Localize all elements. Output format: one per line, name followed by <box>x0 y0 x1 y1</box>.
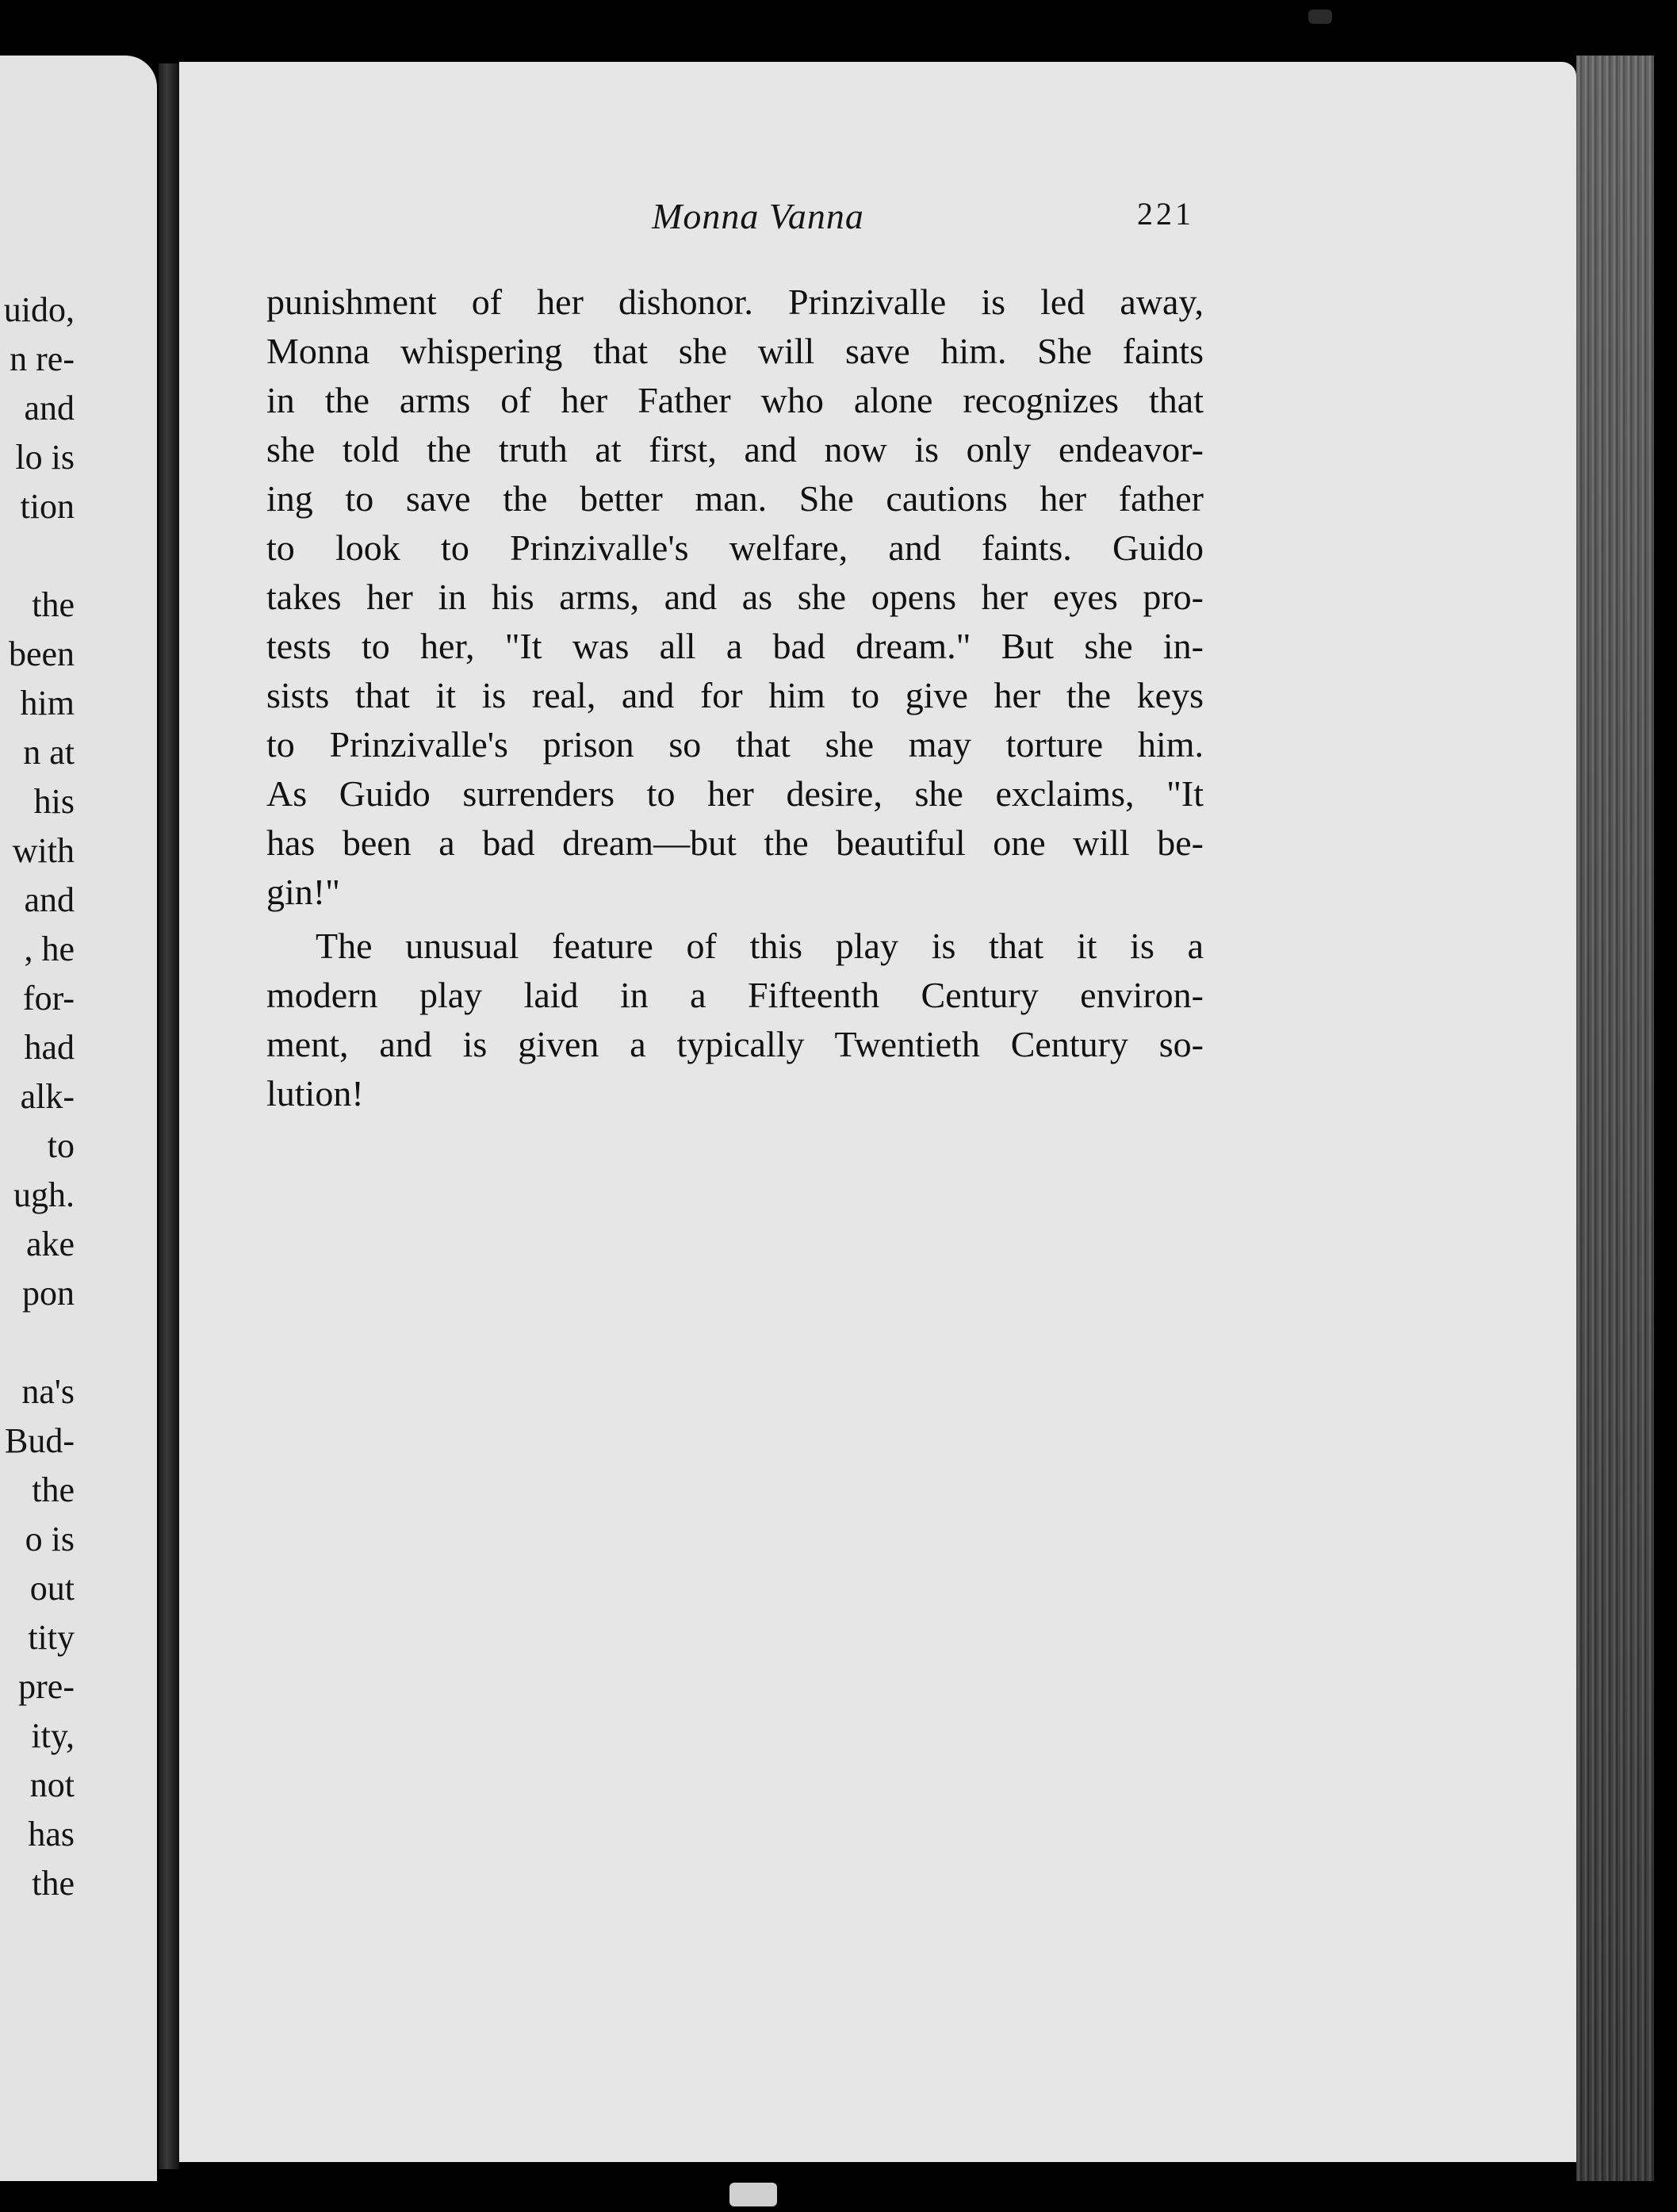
left-line: ugh. <box>13 1175 75 1214</box>
text-line: As Guido surrenders to her desire, she exclaims, "It <box>266 773 1204 814</box>
text-line: she told the truth at first, and now is only endeavor- <box>266 429 1204 470</box>
running-header <box>179 195 1576 251</box>
text-line: to look to Prinzivalle's welfare, and faints. Guido <box>266 527 1204 568</box>
left-line: not <box>29 1765 75 1804</box>
left-line: lo is <box>15 438 75 477</box>
running-title: Monna Vanna <box>652 196 864 236</box>
text-line: Monna whispering that she will save him. She faints <box>266 331 1204 371</box>
left-line: has <box>28 1815 75 1854</box>
left-line: alk- <box>20 1077 75 1116</box>
left-line: and <box>24 389 75 427</box>
left-line: and <box>24 880 75 919</box>
left-line: o is <box>25 1520 75 1558</box>
book-page <box>179 62 1576 2162</box>
scan-artifact <box>1308 10 1332 24</box>
left-line: ity, <box>31 1716 75 1755</box>
text-line: punishment of her dishonor. Prinzivalle is led away, <box>266 282 1204 322</box>
left-line: tion <box>20 487 75 526</box>
page-number: 221 <box>1137 196 1194 232</box>
book-gutter <box>159 63 179 2169</box>
left-line: pre- <box>18 1667 75 1706</box>
left-line: the <box>32 1864 75 1903</box>
left-line: for- <box>22 979 75 1018</box>
text-line: lution! <box>266 1073 364 1114</box>
previous-page-text <box>0 286 75 1908</box>
left-line: , he <box>24 930 75 968</box>
left-line: na's <box>21 1372 75 1411</box>
left-line: been <box>8 634 75 673</box>
text-line: ment, and is given a typically Twentieth Century so- <box>266 1024 1204 1064</box>
left-line: tity <box>28 1618 75 1657</box>
text-line: modern play laid in a Fifteenth Century environ- <box>266 975 1204 1015</box>
left-line: n re- <box>10 339 75 378</box>
text-line: in the arms of her Father who alone recognizes that <box>266 380 1204 420</box>
left-line: Bud- <box>5 1421 75 1460</box>
left-line: the <box>32 585 75 624</box>
left-line: had <box>24 1028 75 1067</box>
text-line: to Prinzivalle's prison so that she may torture him. <box>266 724 1204 765</box>
left-line: to <box>47 1126 75 1165</box>
text-line: ing to save the better man. She cautions her father <box>266 478 1204 519</box>
text-line: The unusual feature of this play is that it is a <box>316 926 1204 966</box>
page-body <box>266 278 1204 1118</box>
left-line: ake <box>25 1225 75 1263</box>
left-line: him <box>20 684 75 723</box>
left-line: pon <box>22 1274 75 1313</box>
text-line: sists that it is real, and for him to give her the keys <box>266 675 1204 715</box>
left-line: with <box>12 831 75 870</box>
text-line: tests to her, "It was all a bad dream." But she in- <box>266 626 1204 666</box>
text-line: takes her in his arms, and as she opens her eyes pro- <box>266 577 1204 617</box>
book-fore-edge <box>1576 56 1654 2181</box>
left-line: out <box>29 1569 75 1608</box>
left-line: n at <box>23 733 75 772</box>
previous-page-fragment <box>0 56 157 2181</box>
text-line: gin!" <box>266 872 340 912</box>
left-line: his <box>33 782 75 821</box>
scan-artifact <box>729 2183 777 2206</box>
text-line: has been a bad dream—but the beautiful one will be- <box>266 822 1204 863</box>
left-line: the <box>32 1470 75 1509</box>
left-line: uido, <box>3 290 75 329</box>
